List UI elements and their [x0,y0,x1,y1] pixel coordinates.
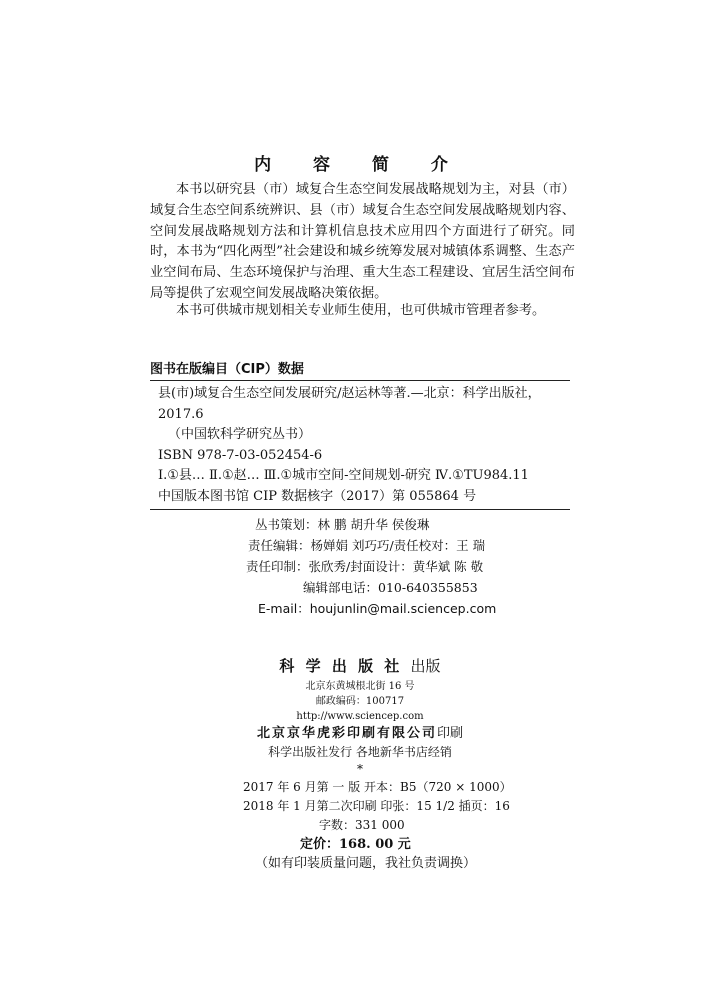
edition-block [0,778,720,873]
separator-star: * [357,762,363,776]
printing-design-line: 责任印制：张欣秀/封面设计：黄华斌 陈 敬 [246,559,484,574]
quality-note: （如有印装质量问题，我社负责调换） [255,856,477,871]
cip-top-rule [150,380,570,381]
cip-number-line: 中国版本图书馆 CIP 数据核字（2017）第 055864 号 [158,488,477,504]
publisher-address: 北京东黄城根北街 16 号 [305,681,415,692]
publisher-postcode: 邮政编码：100717 [315,696,405,707]
printer-name: 北京京华虎彩印刷有限公司 [256,726,437,741]
publisher-name [0,655,720,679]
printer-line [0,724,720,743]
cip-record [158,384,568,507]
email-line: E-mail：houjunlin@mail.sciencep.com [258,601,497,616]
cip-classification-line: Ⅰ.①县… Ⅱ.①赵… Ⅲ.①城市空间-空间规划-研究 Ⅳ.①TU984.11 [158,468,529,483]
summary-title: 内 容 简 介 [254,155,466,175]
cip-heading: 图书在版编目（CIP）数据 [150,362,304,377]
publisher-logotype: 科 学 出 版 社 [279,657,403,675]
cip-date-line: 2017.6 [158,406,204,422]
distribution-line: 科学出版社发行 各地新华书店经销 [268,745,452,759]
cip-isbn-line: ISBN 978-7-03-052454-6 [158,447,323,463]
credits [0,514,720,619]
summary-paragraph-2: 本书可供城市规划相关专业师生使用，也可供城市管理者参考。 [176,303,546,318]
summary-paragraph-1: 本书以研究县（市）域复合生态空间发展战略规划为主，对县（市）域复合生态空间系统辨识、县（市）域复合生态空间发展战略规划内容、空间发展战略规划方法和计算机信息技术应用四个方面进行了研究。同时，本书为“四化两型”社会建设和城乡统筹发展对城镇体系调整、生态产业空间布局、生态环境保护与治理、重大生态工程建设、宜居生活空间布局等提供了宏观空间发展战略决策依据。 [150,182,575,301]
publisher-website: http://www.sciencep.com [296,711,424,722]
editor-line: 责任编辑：杨婵娟 刘巧巧/责任校对：王 瑞 [248,538,486,553]
phone-line: 编辑部电话：010-640355853 [303,580,478,595]
printer-suffix: 印刷 [437,726,464,741]
cip-bottom-rule [150,509,570,510]
cip-title-line: 县(市)域复合生态空间发展研究/赵运林等著.—北京：科学出版社， [158,386,541,401]
word-count: 字数：331 000 [319,818,405,832]
price: 定价：168. 00 元 [300,837,411,852]
publisher-block [0,655,720,776]
series-planning-line: 丛书策划：林 鹏 胡升华 侯俊琳 [255,517,430,532]
cip-series-line: （中国软科学研究丛书） [168,427,312,442]
publisher-suffix: 出版 [410,657,441,675]
edition-line-2: 2018 年 1 月第二次印刷 印张：15 1/2 插页：16 [243,799,510,813]
edition-line-1: 2017 年 6 月第 一 版 开本：B5（720 × 1000） [243,780,512,794]
